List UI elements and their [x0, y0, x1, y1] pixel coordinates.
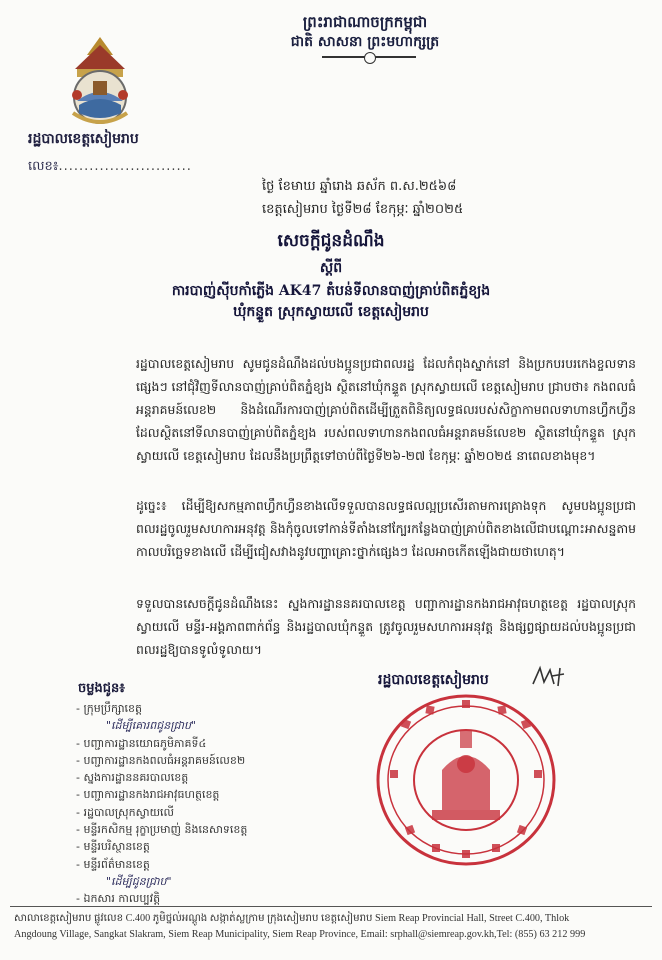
kingdom-heading — [250, 12, 480, 52]
kingdom-name: ព្រះរាជាណាចក្រកម្ពុជា — [302, 13, 428, 31]
official-seal-stamp — [372, 690, 560, 870]
signature-org-name: រដ្ឋបាលខេត្តសៀមរាប — [378, 672, 489, 688]
reference-dots: .......................... — [58, 159, 192, 174]
cc-item: - ក្រុមប្រឹក្សាខេត្ត — [76, 702, 143, 715]
cc-item-note: "ដើម្បីគោរពជូនជ្រាប" — [106, 719, 196, 733]
reference-number-line — [28, 158, 192, 177]
cc-item: - ស្នងការដ្ឋាននគរបាលខេត្ត — [76, 771, 189, 785]
cc-item: - មន្ទីរព័ត៌មានខេត្ត — [76, 857, 150, 871]
body-paragraph-1: រដ្ឋបាលខេត្តសៀមរាប សូមជូនដំណឹងដល់បងប្អូនប្រជាពលរដ្ឋ ដែលកំពុងស្នាក់នៅ និងប្រកបរបរកេងខ្ចលទានផ្សេងៗ នៅជុំវិញទីលានបាញ់គ្រាប់ពិតភ្នំខ្យង ស្ថិតនៅឃុំកន្ទួត ស្រុកស្វាយលើ ខេត្តសៀមរាប ជ្រាបថា៖ កងពលធំអន្តរាគមន៍លេខ២ និងដំណើរការបាញ់គ្រាប់ពិតដើម្បីត្រួតពិនិត្យលទ្ធផលរបស់សិក្ខាកាមពលទាហានហ្វឹកហ្វឺន ដែលស្ថិតនៅទីលានបាញ់គ្រាប់ពិតភ្នំខ្យង របស់ពលទាហានកងពលធំអន្តរាគមន៍លេខ២ ស្ថិតនៅឃុំកន្ទួត ស្រុកស្វាយលើ ខេត្តសៀមរាប ដែលនឹងប្រព្រឹត្តទៅចាប់ពីថ្ងៃទី២៦-២៧ ខែកុម្ភៈ ឆ្នាំ២០២៥ នាពេលខាងមុខ។ — [136, 356, 636, 463]
cc-item: - ឯកសារ កាលប្បវត្តិ — [76, 892, 161, 906]
lunar-date-line: ថ្ងៃ ខែមាឃ ឆ្នាំរោង ឆស័ក ព.ស.២៥៦៨ — [262, 179, 457, 194]
footer-line-1: សាលាខេត្តសៀមរាប ផ្លូវលេខ C.400 ភូមិថ្នល់អណ្តូង សង្កាត់ស្លក្រាម ក្រុងសៀមរាប ខេត្តសៀមរាប Siem Reap Provincial Hall, Street C.400, Thlok — [14, 913, 570, 924]
cc-item-note: "ដើម្បីជូនជ្រាប" — [106, 874, 172, 888]
cc-item: - បញ្ជាការដ្ឋានយោធភូមិភាគទី៤ — [76, 736, 207, 750]
subject-line-2: ឃុំកន្ទួត ស្រុកស្វាយលើ ខេត្តសៀមរាប — [233, 304, 429, 320]
document-title: សេចក្តីជូនដំណឹង — [277, 231, 385, 251]
footer-address — [14, 911, 654, 943]
cc-item: - រដ្ឋបាលស្រុកស្វាយលើ — [76, 805, 175, 819]
handwritten-signature — [530, 664, 570, 690]
title-about: ស្តីពី — [319, 260, 343, 276]
footer-line-2: Angdoung Village, Sangkat Slakram, Siem Reap Municipality, Siem Reap Province, Email: srphall@siemreap.gov.kh,Tel: (855) 63 212 999 — [14, 929, 586, 940]
body-paragraph-2: ដូច្នេះ៖ ដើម្បីឱ្យសកម្មភាពហ្វឹកហ្វឺនខាងលើទទួលបានលទ្ធផលល្អប្រសើរតាមការគ្រោងទុក សូមបងប្អូនប្រជាពលរដ្ឋចូលរួមសហការអនុវត្ត និងកុំចូលទៅកាន់ទីតាំងនៅក្បែរកន្លែងបាញ់គ្រាប់ពិតខាងលើជាបណ្តោះអាសន្នតាមកាលបរិច្ឆេទខាងលើ ដើម្បីជៀសវាងនូវបញ្ហាគ្រោះថ្នាក់ផ្សេងៗ ដែលអាចកើតឡើងជាយថាហេតុ។ — [136, 498, 636, 559]
footer-divider — [10, 906, 652, 907]
provincial-emblem-logo — [55, 35, 145, 127]
cc-list — [76, 700, 247, 908]
header-ornament-divider — [322, 56, 416, 58]
solar-date-line: ខេត្តសៀមរាប ថ្ងៃទី២៨ ខែកុម្ភៈ ឆ្នាំ២០២៥ — [262, 202, 464, 217]
subject-line-1: ការបាញ់ស៊ីបកាំភ្លើង AK47 តំបន់ទីលានបាញ់គ្រាប់ពិតភ្នំខ្យង — [171, 283, 491, 299]
issuer-org-name: រដ្ឋបាលខេត្តសៀមរាប — [28, 131, 139, 147]
cc-item: - មន្ទីរបរិស្ថានខេត្ត — [76, 840, 150, 854]
cc-title: ចម្លងជូន៖ — [78, 681, 125, 696]
body-paragraph-3: ទទួលបានសេចក្តីជូនដំណឹងនេះ ស្នងការដ្ឋាននគរបាលខេត្ត បញ្ជាការដ្ឋានកងរាជអាវុធហត្ថខេត្ត រដ្ឋបាលស្រុកស្វាយលើ មន្ទីរ-អង្គភាពពាក់ព័ន្ធ និងរដ្ឋបាលឃុំកន្ទួត ត្រូវចូលរួមសហការអនុវត្ត និងផ្សព្វផ្សាយដល់បងប្អូនប្រជាពលរដ្ឋឱ្យបានទូលំទូលាយ។ — [136, 596, 636, 657]
cc-item: - មន្ទីរកសិកម្ម រុក្ខាប្រមាញ់ និងនេសាទខេត្ត — [76, 823, 248, 837]
cc-item: - បញ្ជាការដ្ឋានកងពលធំអន្តរាគមន៍លេខ២ — [76, 753, 246, 767]
cc-item: - បញ្ជាការដ្ឋានកងរាជអាវុធហត្ថខេត្ត — [76, 788, 220, 802]
reference-label: លេខ៖ — [28, 159, 59, 174]
national-motto: ជាតិ សាសនា ព្រះមហាក្សត្រ — [290, 34, 440, 50]
